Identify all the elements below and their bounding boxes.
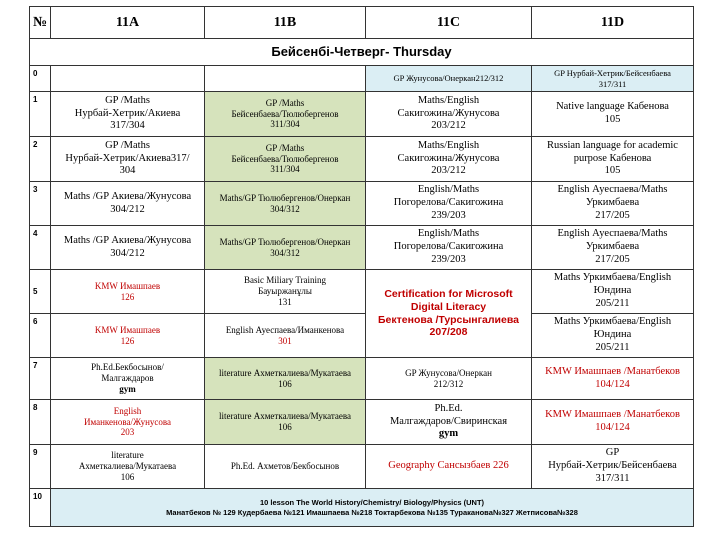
cell-11c: English/Maths Погорелова/Сакигожина 239/203	[366, 182, 532, 226]
cell-11b: Maths/GP Тюлюбергенов/Онеркан 304/312	[205, 182, 366, 226]
lesson-number: 8	[30, 400, 51, 445]
lesson-number: 5	[30, 270, 51, 314]
cell-11b: English Ауеспаева/Иманкенова 301	[205, 314, 366, 358]
cell-11a: Ph.Ed.Бекбосынов/ Малгаждаров gym	[51, 358, 205, 400]
cell-11a	[51, 66, 205, 92]
table-row	[30, 270, 694, 314]
cell-11b: Basic Miliary Training Бауыржанұлы 131	[205, 270, 366, 314]
cell-11c-merged: Certification for Microsoft Digital Literacy Бектенова /Турсынгалиева 207/208	[366, 270, 532, 358]
cell-11b: literature Ахметкалиева/Мукатаева 106	[205, 358, 366, 400]
cell-11b: Maths/GP Тюлюбергенов/Онеркан 304/312	[205, 226, 366, 270]
cell-11b: GP /Maths Бейсенбаева/Тюлюбергенов 311/304	[205, 137, 366, 182]
lesson-number: 10	[30, 489, 51, 527]
cell-11c: GP Жунусова/Онеркан212/312	[366, 66, 532, 92]
cell-11d: KMW Имашпаев /Манатбеков 104/124	[532, 400, 694, 445]
cell-11a: literature Ахметкалиева/Мукатаева 106	[51, 445, 205, 489]
header-class-11b: 11B	[205, 7, 366, 39]
cell-11c: Maths/English Сакигожина/Жунусова 203/212	[366, 137, 532, 182]
lesson-number: 9	[30, 445, 51, 489]
table-row	[30, 445, 694, 489]
cell-11a: Maths /GP Акиева/Жунусова 304/212	[51, 226, 205, 270]
lesson-number: 7	[30, 358, 51, 400]
table-row	[30, 182, 694, 226]
lesson-number: 1	[30, 92, 51, 137]
cell-11d: Native language Кабенова 105	[532, 92, 694, 137]
lesson-number: 2	[30, 137, 51, 182]
cell-11a: KMW Имашпаев 126	[51, 270, 205, 314]
table-row	[30, 137, 694, 182]
cell-11a: English Иманкенова/Жунусова 203	[51, 400, 205, 445]
lesson-number: 4	[30, 226, 51, 270]
cell-11a: GP /Maths Нурбай-Хетрик/Акиева 317/304	[51, 92, 205, 137]
cell-11c: Ph.Ed. Малгаждаров/Свиринская gym	[366, 400, 532, 445]
day-row	[30, 39, 694, 66]
cell-11a: GP /Maths Нурбай-Хетрик/Акиева317/ 304	[51, 137, 205, 182]
table-row	[30, 489, 694, 527]
cell-11d: GP Нурбай-Хетрик/Бейсенбаева 317/311	[532, 445, 694, 489]
cell-11d: GP Нурбай-Хетрик/Бейсенбаева 317/311	[532, 66, 694, 92]
cell-11c: Geography Сансызбаев 226	[366, 445, 532, 489]
cell-11d: Maths Уркимбаева/English Юндина 205/211	[532, 270, 694, 314]
day-title: Бейсенбі-Четверг- Thursday	[30, 39, 694, 66]
header-class-11a: 11A	[51, 7, 205, 39]
cell-11a: Maths /GP Акиева/Жунусова 304/212	[51, 182, 205, 226]
table-row	[30, 400, 694, 445]
lesson-number: 3	[30, 182, 51, 226]
header-class-11c: 11C	[366, 7, 532, 39]
cell-11b: GP /Maths Бейсенбаева/Тюлюбергенов 311/304	[205, 92, 366, 137]
lesson-number: 0	[30, 66, 51, 92]
header-row	[30, 7, 694, 39]
cell-11b: Ph.Ed. Ахметов/Бекбосынов	[205, 445, 366, 489]
cell-11c: English/Maths Погорелова/Сакигожина 239/203	[366, 226, 532, 270]
cell-11d: Maths Уркимбаева/English Юндина 205/211	[532, 314, 694, 358]
cell-11d: English Ауеспаева/Maths Уркимбаева 217/205	[532, 182, 694, 226]
header-number: №	[30, 7, 51, 39]
cell-11a: KMW Имашпаев 126	[51, 314, 205, 358]
table-row	[30, 314, 694, 358]
table-row	[30, 92, 694, 137]
cell-11b: literature Ахметкалиева/Мукатаева 106	[205, 400, 366, 445]
cell-11b	[205, 66, 366, 92]
table-row	[30, 358, 694, 400]
cell-footer-unt: 10 lesson The World History/Chemistry/ Biology/Physics (UNT) Манатбеков № 129 Кудербаева №121 Имашпаева №218 Токтарбекова №135 Туракановa№327 Жетписова№328	[51, 489, 694, 527]
cell-11c: Maths/English Сакигожина/Жунусова 203/212	[366, 92, 532, 137]
cell-11d: Russian language for academic purpose Кабенова 105	[532, 137, 694, 182]
table-row	[30, 226, 694, 270]
timetable	[29, 6, 694, 527]
cell-11d: KMW Имашпаев /Манатбеков 104/124	[532, 358, 694, 400]
table-row	[30, 66, 694, 92]
lesson-number: 6	[30, 314, 51, 358]
cell-11c: GP Жунусова/Онеркан 212/312	[366, 358, 532, 400]
header-class-11d: 11D	[532, 7, 694, 39]
cell-11d: English Ауеспаева/Maths Уркимбаева 217/205	[532, 226, 694, 270]
